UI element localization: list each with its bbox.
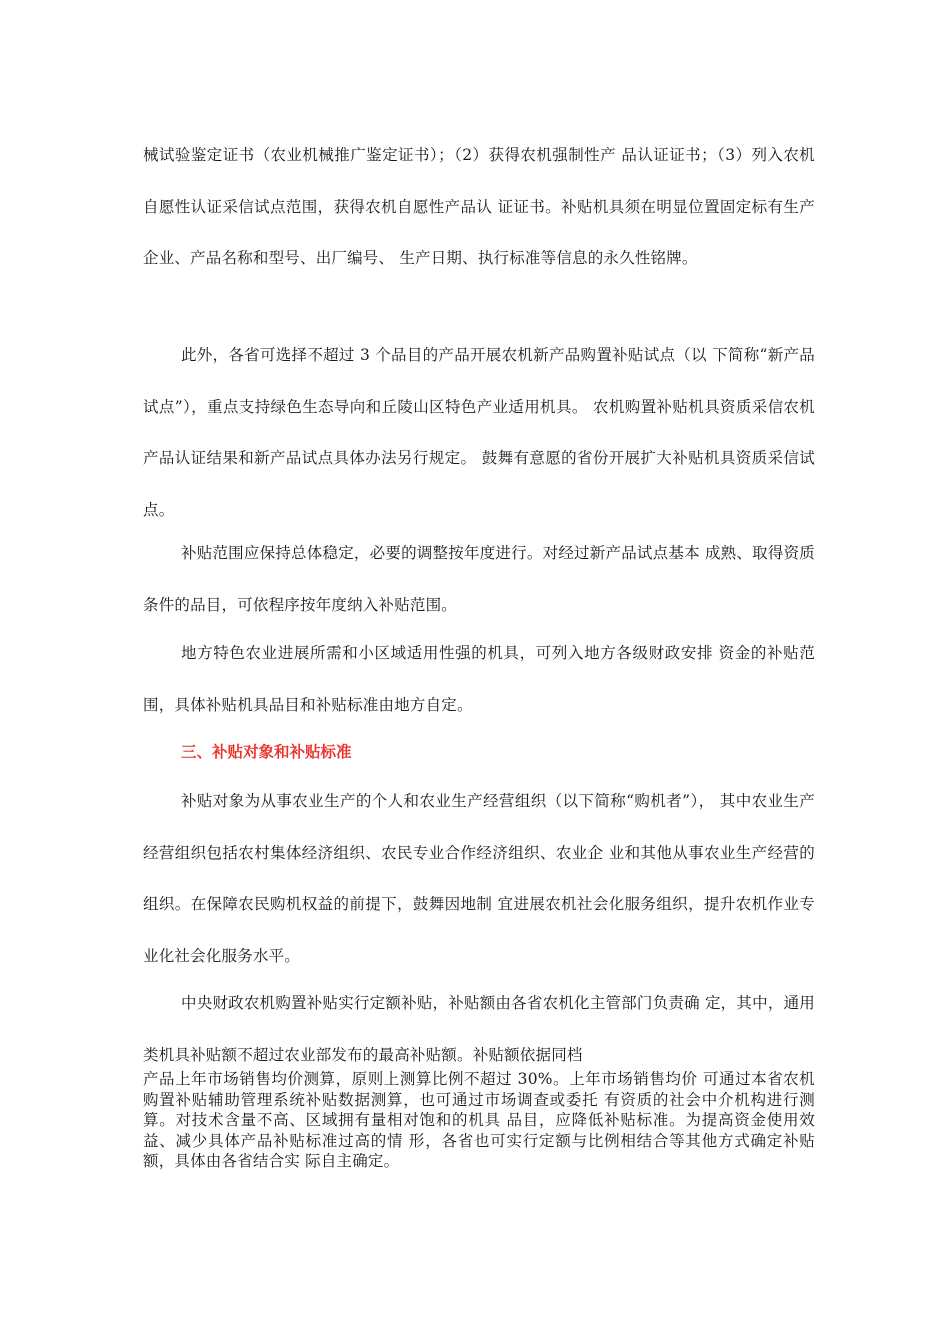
paragraph-certification: 械试验鉴定证书（农业机械推广鉴定证书）；（2）获得农机强制性产 品认证证书；（3）列入农机自愿性认证采信试点范围，获得农机自愿性产品认 证证书。补贴机具须在明显位置固定标有生产企业、产品名称和型号、出厂编号、 生产日期、执行标准等信息的永久性铭牌。 (143, 146, 815, 267)
paragraph-subsidy-recipients: 补贴对象为从事农业生产的个人和农业生产经营组织（以下简称“购机者”）， 其中农业生产经营组织包括农村集体经济组织、农民专业合作经济组织、农业企 业和其他从事农业生产经营的组织。在保障农民购机权益的前提下，鼓舞因地制 宜进展农机社会化服务组织，提升农机作业专业化社会化服务水平。 (143, 792, 815, 965)
section-heading: 三、补贴对象和补贴标准 (181, 742, 352, 761)
paragraph-price-calculation: 产品上年市场销售均价测算，原则上测算比例不超过 30%。上年市场销售均价 可通过本省农机购置补贴辅助管理系统补贴数据测算，也可通过市场调查或委托 有资质的社会中介机构进行测算。对技术含量不高、区域拥有量相对饱和的机具 品目，应降低补贴标准。为提高资金使用效益、减少具体产品补贴标准过高的情 形，各省也可实行定额与比例相结合等其他方式确定补贴额，具体由各省结合实 际自主确定。 (143, 1070, 815, 1170)
paragraph-local-machinery: 地方特色农业进展所需和小区域适用性强的机具，可列入地方各级财政安排 资金的补贴范围，具体补贴机具品目和补贴标准由地方自定。 (143, 644, 815, 714)
paragraph-new-product-pilot: 此外，各省可选择不超过 3 个品目的产品开展农机新产品购置补贴试点（以 下简称“新产品试点”），重点支持绿色生态导向和丘陵山区特色产业适用机具。 农机购置补贴机具资质采信农机产品认证结果和新产品试点具体办法另行规定。 鼓舞有意愿的省份开展扩大补贴机具资质采信试点。 (143, 346, 815, 519)
paragraph-fixed-subsidy: 中央财政农机购置补贴实行定额补贴，补贴额由各省农机化主管部门负责确 定，其中，通用类机具补贴额不超过农业部发布的最高补贴额。补贴额依据同档 (143, 994, 815, 1064)
paragraph-subsidy-scope: 补贴范围应保持总体稳定，必要的调整按年度进行。对经过新产品试点基本 成熟、取得资质条件的品目，可依程序按年度纳入补贴范围。 (143, 544, 815, 614)
